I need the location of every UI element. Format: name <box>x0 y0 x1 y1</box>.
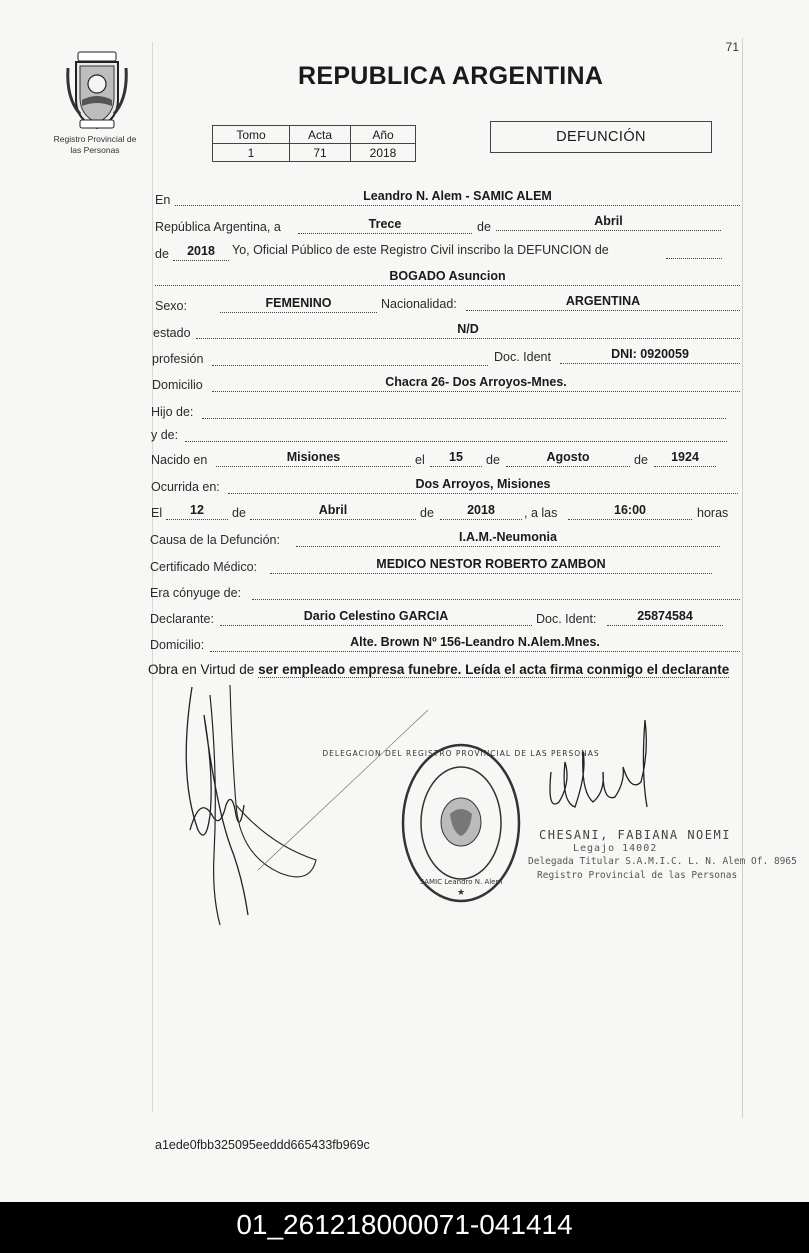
anio-nacimiento-field: 1924 <box>654 449 716 467</box>
estado-label: estado <box>153 326 191 340</box>
anio-defuncion-field: 2018 <box>440 502 522 520</box>
dia-letras-field: Trece <box>298 216 472 234</box>
domicilio-label-2: Domicilio: <box>150 638 205 652</box>
lugar-nacimiento-field: Misiones <box>216 449 411 467</box>
certificado-field: MEDICO NESTOR ROBERTO ZAMBON <box>270 556 712 574</box>
horas-label: horas <box>697 506 729 520</box>
declarante-field: Dario Celestino GARCIA <box>220 608 532 626</box>
mes-acta-field: Abril <box>496 213 721 231</box>
anio-acta-field: 2018 <box>173 243 229 261</box>
sexo-label: Sexo: <box>155 299 187 313</box>
a-las-label: , a las <box>524 506 558 520</box>
registro-line-2: las Personas <box>70 145 120 155</box>
declarante-signature-icon <box>170 655 330 925</box>
document-type-box: DEFUNCIÓN <box>490 121 712 153</box>
yo-oficial-label: Yo, Oficial Público de este Registro Civil inscribo la DEFUNCION de <box>232 243 609 257</box>
de-label-4: de <box>634 453 648 467</box>
obra-text: ser empleado empresa funebre. Leída el acta firma conmigo el declarante <box>258 662 730 677</box>
ocurrida-en-label: Ocurrida en: <box>151 480 220 494</box>
de-label-5: de <box>232 506 246 520</box>
seal-inner-text: SAMIC Leandro N. Alem <box>419 878 503 886</box>
sheet-right-edge <box>742 38 743 1118</box>
anio-header: Año <box>351 126 416 144</box>
nacionalidad-field: ARGENTINA <box>466 293 740 311</box>
de-label-2: de <box>155 247 169 261</box>
officer-signature-icon <box>545 712 655 822</box>
anio-value: 2018 <box>351 144 416 162</box>
document-hash: a1ede0fbb325095eeddd665433fb969c <box>155 1138 370 1152</box>
domicilio-label: Domicilio <box>152 378 203 392</box>
doc-ident-label: Doc. Ident <box>494 350 551 364</box>
hora-field: 16:00 <box>568 502 692 520</box>
causa-field: I.A.M.-Neumonia <box>296 529 720 547</box>
officer-name: CHESANI, FABIANA NOEMI <box>539 828 731 842</box>
sexo-field: FEMENINO <box>220 295 377 313</box>
declarante-domicilio-field: Alte. Brown Nº 156-Leandro N.Alem.Mnes. <box>210 634 740 652</box>
hijo-de-field <box>202 401 726 419</box>
page-number: 71 <box>725 40 739 54</box>
en-label: En <box>155 193 171 207</box>
estado-field: N/D <box>196 321 740 339</box>
causa-label: Causa de la Defunción: <box>150 533 280 547</box>
obra-prefix: Obra en Virtud de <box>148 662 255 677</box>
document-title: REPUBLICA ARGENTINA <box>298 62 604 90</box>
registro-provincial-label <box>40 134 150 156</box>
doc-ident-label-2: Doc. Ident: <box>536 612 597 626</box>
y-de-field <box>185 424 727 442</box>
barcode-text-bar: 01_261218000071-041414 <box>0 1202 809 1253</box>
officer-registro: Registro Provincial de las Personas <box>537 870 738 881</box>
lugar-field: Leandro N. Alem - SAMIC ALEM <box>175 188 740 206</box>
seal-outer-text: DELEGACION DEL REGISTRO PROVINCIAL DE LAS PERSONAS <box>322 749 600 758</box>
de-label-1: de <box>477 220 491 234</box>
republica-label: República Argentina, a <box>155 220 281 234</box>
documento-field: DNI: 0920059 <box>560 346 740 364</box>
registry-seal-icon <box>322 742 600 904</box>
declarante-doc-field: 25874584 <box>607 608 723 626</box>
nacionalidad-label: Nacionalidad: <box>381 297 457 311</box>
tomo-acta-table <box>212 125 416 162</box>
domicilio-field: Chacra 26- Dos Arroyos-Mnes. <box>212 374 740 392</box>
svg-text:★: ★ <box>456 887 466 897</box>
el-cap-label: El <box>151 506 163 520</box>
y-de-label: y de: <box>151 428 179 442</box>
hijo-de-label: Hijo de: <box>151 405 194 419</box>
mes-defuncion-field: Abril <box>250 502 416 520</box>
mes-nacimiento-field: Agosto <box>506 449 630 467</box>
ocurrida-en-field: Dos Arroyos, Misiones <box>228 476 738 494</box>
de-label-3: de <box>486 453 500 467</box>
nombre-field: BOGADO Asuncion <box>155 268 740 286</box>
el-label: el <box>415 453 425 467</box>
misiones-emblem-icon <box>64 48 130 130</box>
conyuge-label: Era cónyuge de: <box>150 586 242 600</box>
tomo-value: 1 <box>213 144 290 162</box>
dia-defuncion-field: 12 <box>166 502 228 520</box>
profesion-label: profesión <box>152 352 204 366</box>
declarante-label: Declarante: <box>150 612 214 626</box>
officer-cargo: Delegada Titular S.A.M.I.C. L. N. Alem Of. 8965 <box>528 856 797 867</box>
tomo-header: Tomo <box>213 126 290 144</box>
defuncion-de-field <box>666 241 722 259</box>
certificado-label: Certificado Médico: <box>150 560 257 574</box>
registro-line-1: Registro Provincial de <box>53 134 137 144</box>
officer-legajo: Legajo 14002 <box>573 843 658 854</box>
dia-nacimiento-field: 15 <box>430 449 482 467</box>
profesion-field <box>212 348 488 366</box>
acta-value: 71 <box>290 144 351 162</box>
sheet-left-edge <box>152 42 153 1112</box>
acta-header: Acta <box>290 126 351 144</box>
de-label-6: de <box>420 506 434 520</box>
conyuge-field <box>252 582 740 600</box>
nacido-en-label: Nacido en <box>151 453 208 467</box>
